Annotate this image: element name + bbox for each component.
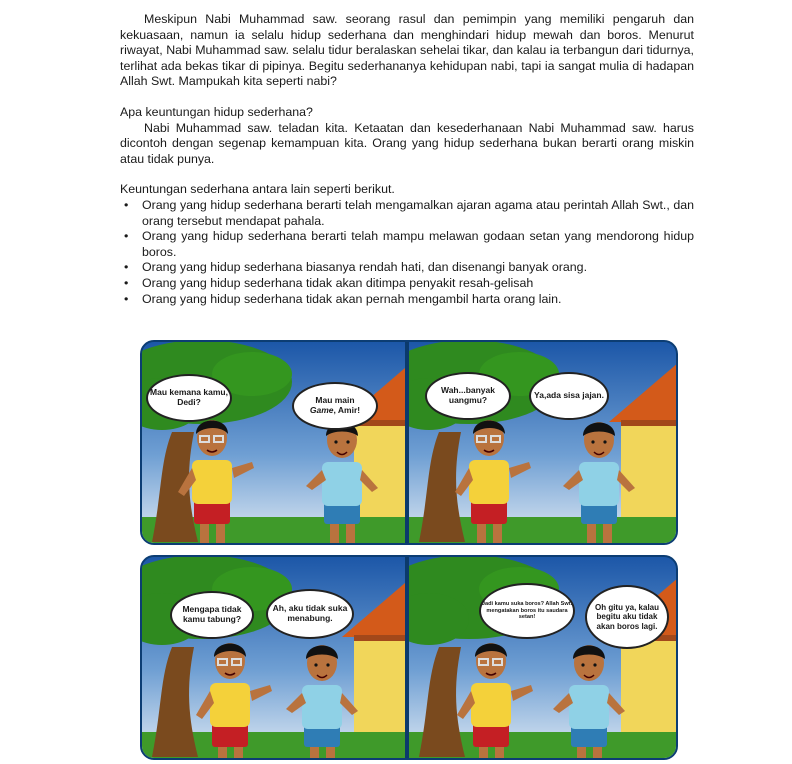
comic-panel-3 [142, 557, 407, 758]
comic-scene-1 [142, 342, 407, 543]
list-intro: Keuntungan sederhana antara lain seperti berikut. [120, 182, 395, 197]
comic-strip-bottom [140, 555, 678, 760]
list-item: • Orang yang hidup sederhana tidak akan ditimpa penyakit resah-gelisah [124, 275, 534, 290]
speech-bubble-amir: Ah, aku tidak suka menabung. [266, 589, 354, 639]
paragraph-role-model: Nabi Muhammad saw. teladan kita. Ketaatan dan kesederhanaan Nabi Muhammad saw. harus dicontoh dengan segenap kemampuan kita. Orang yang hidup sederhana bukan berarti orang miskin atau tidak punya. [120, 120, 694, 166]
paragraph-intro: Meskipun Nabi Muhammad saw. seorang rasul dan pemimpin yang memiliki pengaruh dan kekuasaan, namun ia selalu hidup sederhana dan menghindari hidup mewah dan boros. Menurut riwayat, Nabi Muhammad saw. selalu tidur beralaskan sehelai tikar, dan kalau ia terbangun dari tidurnya, terlihat ada bekas tikar di pipinya. Begitu sederhananya kehidupan nabi, tapi ia sangat mulia di hadapan Allah Swt. Mampukah kita seperti nabi? [120, 12, 694, 89]
question-heading: Apa keuntungan hidup sederhana? [120, 104, 313, 119]
bullet-icon: • [124, 229, 129, 244]
speech-bubble-dedi: Wah...banyak uangmu? [425, 372, 511, 420]
speech-bubble-dedi: Mengapa tidak kamu tabung? [170, 591, 254, 639]
list-item: • Orang yang hidup sederhana berarti telah mengamalkan ajaran agama atau perintah Allah Swt., dan orang tersebut mendapat pahala. [124, 197, 694, 228]
comic-panel-1 [142, 342, 407, 543]
speech-bubble-amir: Mau main Game, Amir! [292, 382, 378, 430]
bullet-icon: • [124, 291, 129, 306]
list-item: • Orang yang hidup sederhana tidak akan pernah mengambil harta orang lain. [124, 291, 562, 306]
comic-scene-2 [409, 342, 676, 543]
benefit-list [120, 198, 694, 307]
article-text [120, 12, 694, 307]
list-item: • Orang yang hidup sederhana berarti telah mampu melawan godaan setan yang mendorong hidup boros. [124, 229, 694, 259]
comic-panel-2 [409, 342, 676, 543]
bullet-icon: • [124, 260, 129, 275]
speech-bubble-amir: Ya,ada sisa jajan. [529, 372, 609, 420]
list-item: • Orang yang hidup sederhana biasanya rendah hati, dan disenangi banyak orang. [124, 260, 588, 275]
bullet-icon: • [124, 275, 129, 290]
bullet-icon: • [124, 197, 129, 212]
speech-bubble-dedi: Mau kemana kamu, Dedi? [146, 374, 232, 422]
comic-strip-top [140, 340, 678, 545]
comic-panel-4 [409, 557, 676, 758]
speech-bubble-dedi: Oh gitu ya, kalau begitu aku tidak akan boros lagi. [585, 585, 669, 649]
comic-scene-3 [142, 557, 407, 758]
speech-bubble-amir: Jadi kamu suka boros? Allah Swt. mengatakan boros itu saudara setan! [479, 583, 575, 639]
